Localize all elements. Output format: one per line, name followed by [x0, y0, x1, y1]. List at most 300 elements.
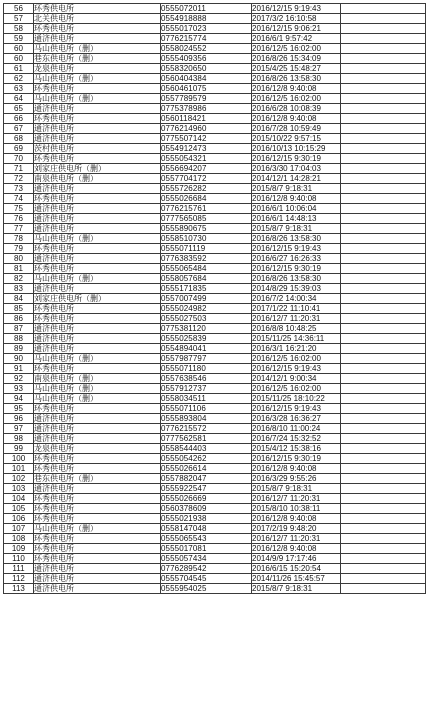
cell-index[interactable]: 69	[4, 144, 34, 154]
cell-empty[interactable]	[341, 424, 426, 434]
cell-station-name[interactable]: 通济供电所	[34, 344, 161, 354]
cell-account-number[interactable]: 0555026669	[161, 494, 252, 504]
cell-station-name[interactable]: 马山供电所（删）	[34, 394, 161, 404]
cell-empty[interactable]	[341, 54, 426, 64]
cell-index[interactable]: 111	[4, 564, 34, 574]
cell-index[interactable]: 62	[4, 74, 34, 84]
cell-station-name[interactable]: 环秀供电所	[34, 194, 161, 204]
cell-timestamp[interactable]: 2016/12/15 9:06:21	[252, 24, 341, 34]
table-row	[4, 474, 426, 484]
cell-empty[interactable]	[341, 284, 426, 294]
cell-account-number[interactable]: 0555954025	[161, 584, 252, 594]
cell-timestamp[interactable]: 2015/8/7 9:18:31	[252, 224, 341, 234]
cell-timestamp[interactable]: 2015/4/25 15:48:27	[252, 64, 341, 74]
cell-timestamp[interactable]: 2016/12/8 9:40:08	[252, 84, 341, 94]
cell-empty[interactable]	[341, 254, 426, 264]
cell-station-name[interactable]: 环秀供电所	[34, 24, 161, 34]
cell-empty[interactable]	[341, 94, 426, 104]
cell-timestamp[interactable]: 2015/8/7 9:18:31	[252, 584, 341, 594]
cell-timestamp[interactable]: 2016/8/26 13:58:30	[252, 74, 341, 84]
cell-account-number[interactable]: 0776215774	[161, 34, 252, 44]
cell-empty[interactable]	[341, 404, 426, 414]
cell-timestamp[interactable]: 2017/1/22 11:10:41	[252, 304, 341, 314]
cell-index[interactable]: 63	[4, 84, 34, 94]
cell-empty[interactable]	[341, 414, 426, 424]
cell-station-name[interactable]: 马山供电所（删）	[34, 94, 161, 104]
cell-station-name[interactable]: 环秀供电所	[34, 534, 161, 544]
cell-station-name[interactable]: 环秀供电所	[34, 544, 161, 554]
cell-account-number[interactable]: 0777565085	[161, 214, 252, 224]
cell-timestamp[interactable]: 2014/9/9 17:17:46	[252, 554, 341, 564]
cell-timestamp[interactable]: 2015/10/22 9:57:15	[252, 134, 341, 144]
cell-empty[interactable]	[341, 394, 426, 404]
cell-index[interactable]: 75	[4, 204, 34, 214]
cell-timestamp[interactable]: 2014/12/1 14:28:21	[252, 174, 341, 184]
cell-timestamp[interactable]: 2016/7/2 14:00:34	[252, 294, 341, 304]
cell-timestamp[interactable]: 2016/12/7 11:20:31	[252, 494, 341, 504]
cell-account-number[interactable]: 0555021938	[161, 514, 252, 524]
cell-station-name[interactable]: 龙泉供电所	[34, 444, 161, 454]
cell-empty[interactable]	[341, 464, 426, 474]
cell-index[interactable]: 66	[4, 114, 34, 124]
cell-index[interactable]: 89	[4, 344, 34, 354]
cell-empty[interactable]	[341, 184, 426, 194]
cell-empty[interactable]	[341, 134, 426, 144]
cell-station-name[interactable]: 北关供电所	[34, 14, 161, 24]
cell-account-number[interactable]: 0558544403	[161, 444, 252, 454]
cell-station-name[interactable]: 南泉供电所（删）	[34, 174, 161, 184]
cell-empty[interactable]	[341, 74, 426, 84]
cell-timestamp[interactable]: 2016/12/15 9:30:19	[252, 454, 341, 464]
cell-account-number[interactable]: 0557704172	[161, 174, 252, 184]
cell-station-name[interactable]: 通济供电所	[34, 124, 161, 134]
cell-index[interactable]: 74	[4, 194, 34, 204]
cell-timestamp[interactable]: 2014/11/26 15:45:57	[252, 574, 341, 584]
cell-station-name[interactable]: 通济供电所	[34, 284, 161, 294]
cell-account-number[interactable]: 0555071180	[161, 364, 252, 374]
cell-account-number[interactable]: 0776289542	[161, 564, 252, 574]
cell-empty[interactable]	[341, 334, 426, 344]
cell-index[interactable]: 105	[4, 504, 34, 514]
cell-account-number[interactable]: 0555026614	[161, 464, 252, 474]
cell-account-number[interactable]: 0555017081	[161, 544, 252, 554]
cell-index[interactable]: 94	[4, 394, 34, 404]
cell-timestamp[interactable]: 2016/12/5 16:02:00	[252, 44, 341, 54]
cell-timestamp[interactable]: 2016/12/15 9:19:43	[252, 4, 341, 14]
cell-account-number[interactable]: 0560461075	[161, 84, 252, 94]
cell-account-number[interactable]: 0557789579	[161, 94, 252, 104]
cell-account-number[interactable]: 0555409356	[161, 54, 252, 64]
cell-index[interactable]: 91	[4, 364, 34, 374]
cell-index[interactable]: 98	[4, 434, 34, 444]
cell-timestamp[interactable]: 2016/3/30 17:04:03	[252, 164, 341, 174]
cell-station-name[interactable]: 巷东供电所（删）	[34, 474, 161, 484]
cell-account-number[interactable]: 0557007499	[161, 294, 252, 304]
cell-timestamp[interactable]: 2016/6/27 16:26:33	[252, 254, 341, 264]
cell-index[interactable]: 99	[4, 444, 34, 454]
cell-timestamp[interactable]: 2016/8/8 10:48:25	[252, 324, 341, 334]
cell-empty[interactable]	[341, 4, 426, 14]
cell-timestamp[interactable]: 2016/7/24 15:32:52	[252, 434, 341, 444]
cell-index[interactable]: 81	[4, 264, 34, 274]
cell-index[interactable]: 73	[4, 184, 34, 194]
cell-station-name[interactable]: 环秀供电所	[34, 244, 161, 254]
cell-station-name[interactable]: 刘家庄供电所（删）	[34, 294, 161, 304]
cell-account-number[interactable]: 0557987797	[161, 354, 252, 364]
cell-index[interactable]: 109	[4, 544, 34, 554]
cell-station-name[interactable]: 马山供电所（删）	[34, 74, 161, 84]
cell-index[interactable]: 68	[4, 134, 34, 144]
cell-station-name[interactable]: 通济供电所	[34, 104, 161, 114]
cell-station-name[interactable]: 通济供电所	[34, 254, 161, 264]
cell-empty[interactable]	[341, 374, 426, 384]
cell-station-name[interactable]: 马山供电所（删）	[34, 274, 161, 284]
cell-empty[interactable]	[341, 194, 426, 204]
cell-account-number[interactable]: 0556694207	[161, 164, 252, 174]
cell-empty[interactable]	[341, 434, 426, 444]
cell-account-number[interactable]: 0557638546	[161, 374, 252, 384]
cell-index[interactable]: 77	[4, 224, 34, 234]
cell-empty[interactable]	[341, 244, 426, 254]
cell-timestamp[interactable]: 2014/8/29 15:39:03	[252, 284, 341, 294]
table-row	[4, 574, 426, 584]
cell-empty[interactable]	[341, 114, 426, 124]
cell-timestamp[interactable]: 2016/6/1 14:48:13	[252, 214, 341, 224]
cell-empty[interactable]	[341, 304, 426, 314]
cell-station-name[interactable]: 环秀供电所	[34, 314, 161, 324]
cell-index[interactable]: 85	[4, 304, 34, 314]
cell-empty[interactable]	[341, 534, 426, 544]
cell-account-number[interactable]: 0555054262	[161, 454, 252, 464]
cell-timestamp[interactable]: 2017/3/2 16:10:58	[252, 14, 341, 24]
cell-account-number[interactable]: 0555017023	[161, 24, 252, 34]
cell-index[interactable]: 82	[4, 274, 34, 284]
cell-index[interactable]: 71	[4, 164, 34, 174]
cell-empty[interactable]	[341, 484, 426, 494]
cell-timestamp[interactable]: 2016/12/8 9:40:08	[252, 544, 341, 554]
cell-timestamp[interactable]: 2016/6/1 10:06:04	[252, 204, 341, 214]
cell-account-number[interactable]: 0555071119	[161, 244, 252, 254]
cell-station-name[interactable]: 环秀供电所	[34, 264, 161, 274]
cell-index[interactable]: 56	[4, 4, 34, 14]
cell-account-number[interactable]: 0554894041	[161, 344, 252, 354]
cell-station-name[interactable]: 通济供电所	[34, 334, 161, 344]
cell-station-name[interactable]: 通济供电所	[34, 34, 161, 44]
cell-index[interactable]: 110	[4, 554, 34, 564]
cell-station-name[interactable]: 环秀供电所	[34, 454, 161, 464]
cell-timestamp[interactable]: 2016/12/5 16:02:00	[252, 384, 341, 394]
cell-account-number[interactable]: 0555027503	[161, 314, 252, 324]
cell-station-name[interactable]: 通济供电所	[34, 484, 161, 494]
cell-timestamp[interactable]: 2016/8/10 11:00:24	[252, 424, 341, 434]
cell-account-number[interactable]: 0555065543	[161, 534, 252, 544]
cell-index[interactable]: 95	[4, 404, 34, 414]
cell-station-name[interactable]: 马山供电所（删）	[34, 524, 161, 534]
cell-account-number[interactable]: 0557912737	[161, 384, 252, 394]
cell-timestamp[interactable]: 2015/11/25 14:36:11	[252, 334, 341, 344]
cell-empty[interactable]	[341, 154, 426, 164]
cell-station-name[interactable]: 通济供电所	[34, 414, 161, 424]
cell-empty[interactable]	[341, 544, 426, 554]
cell-empty[interactable]	[341, 224, 426, 234]
cell-account-number[interactable]: 0776215572	[161, 424, 252, 434]
cell-empty[interactable]	[341, 44, 426, 54]
cell-station-name[interactable]: 通济供电所	[34, 434, 161, 444]
cell-empty[interactable]	[341, 84, 426, 94]
cell-station-name[interactable]: 马山供电所（删）	[34, 354, 161, 364]
cell-index[interactable]: 70	[4, 154, 34, 164]
cell-station-name[interactable]: 通济供电所	[34, 324, 161, 334]
cell-account-number[interactable]: 0558147048	[161, 524, 252, 534]
cell-index[interactable]: 60	[4, 44, 34, 54]
cell-empty[interactable]	[341, 454, 426, 464]
cell-station-name[interactable]: 环秀供电所	[34, 364, 161, 374]
cell-timestamp[interactable]: 2016/3/29 9:55:26	[252, 474, 341, 484]
cell-timestamp[interactable]: 2016/12/15 9:30:19	[252, 264, 341, 274]
cell-account-number[interactable]: 0555026684	[161, 194, 252, 204]
cell-station-name[interactable]: 通济供电所	[34, 214, 161, 224]
cell-empty[interactable]	[341, 14, 426, 24]
cell-index[interactable]: 72	[4, 174, 34, 184]
cell-empty[interactable]	[341, 524, 426, 534]
cell-timestamp[interactable]: 2016/6/15 15:20:54	[252, 564, 341, 574]
cell-station-name[interactable]: 环秀供电所	[34, 404, 161, 414]
cell-account-number[interactable]: 0554912473	[161, 144, 252, 154]
cell-index[interactable]: 67	[4, 124, 34, 134]
cell-index[interactable]: 104	[4, 494, 34, 504]
cell-index[interactable]: 92	[4, 374, 34, 384]
cell-empty[interactable]	[341, 264, 426, 274]
cell-empty[interactable]	[341, 584, 426, 594]
cell-account-number[interactable]: 0555726282	[161, 184, 252, 194]
table-row	[4, 124, 426, 134]
cell-index[interactable]: 108	[4, 534, 34, 544]
cell-account-number[interactable]: 0775507142	[161, 134, 252, 144]
cell-index[interactable]: 90	[4, 354, 34, 364]
cell-station-name[interactable]: 通济供电所	[34, 184, 161, 194]
cell-index[interactable]: 64	[4, 94, 34, 104]
cell-index[interactable]: 76	[4, 214, 34, 224]
cell-timestamp[interactable]: 2015/4/12 15:38:16	[252, 444, 341, 454]
cell-station-name[interactable]: 马山供电所（删）	[34, 44, 161, 54]
cell-account-number[interactable]: 0555057434	[161, 554, 252, 564]
cell-empty[interactable]	[341, 384, 426, 394]
cell-index[interactable]: 113	[4, 584, 34, 594]
cell-index[interactable]: 112	[4, 574, 34, 584]
cell-account-number[interactable]: 0555072011	[161, 4, 252, 14]
cell-empty[interactable]	[341, 204, 426, 214]
cell-empty[interactable]	[341, 294, 426, 304]
cell-station-name[interactable]: 环秀供电所	[34, 464, 161, 474]
table-row	[4, 4, 426, 14]
cell-account-number[interactable]: 0558510730	[161, 234, 252, 244]
cell-station-name[interactable]: 环秀供电所	[34, 554, 161, 564]
cell-timestamp[interactable]: 2016/6/1 9:57:42	[252, 34, 341, 44]
cell-empty[interactable]	[341, 354, 426, 364]
cell-station-name[interactable]: 通济供电所	[34, 564, 161, 574]
cell-account-number[interactable]: 0775378986	[161, 104, 252, 114]
cell-account-number[interactable]: 0560118421	[161, 114, 252, 124]
cell-station-name[interactable]: 通济供电所	[34, 424, 161, 434]
cell-account-number[interactable]: 0555893804	[161, 414, 252, 424]
cell-index[interactable]: 107	[4, 524, 34, 534]
cell-account-number[interactable]: 0558034511	[161, 394, 252, 404]
cell-index[interactable]: 78	[4, 234, 34, 244]
cell-empty[interactable]	[341, 364, 426, 374]
cell-index[interactable]: 103	[4, 484, 34, 494]
cell-station-name[interactable]: 环秀供电所	[34, 494, 161, 504]
cell-account-number[interactable]: 0558320650	[161, 64, 252, 74]
cell-empty[interactable]	[341, 444, 426, 454]
cell-index[interactable]: 97	[4, 424, 34, 434]
cell-timestamp[interactable]: 2016/7/28 10:59:49	[252, 124, 341, 134]
cell-station-name[interactable]: 龙泉供电所	[34, 64, 161, 74]
cell-timestamp[interactable]: 2017/2/19 9:48:20	[252, 524, 341, 534]
cell-empty[interactable]	[341, 314, 426, 324]
cell-station-name[interactable]: 环秀供电所	[34, 504, 161, 514]
cell-empty[interactable]	[341, 144, 426, 154]
cell-empty[interactable]	[341, 164, 426, 174]
cell-station-name[interactable]: 环秀供电所	[34, 514, 161, 524]
cell-account-number[interactable]: 0555065484	[161, 264, 252, 274]
cell-empty[interactable]	[341, 234, 426, 244]
cell-empty[interactable]	[341, 124, 426, 134]
cell-timestamp[interactable]: 2014/12/1 9:00:34	[252, 374, 341, 384]
cell-station-name[interactable]: 环秀供电所	[34, 114, 161, 124]
cell-station-name[interactable]: 环秀供电所	[34, 4, 161, 14]
cell-account-number[interactable]: 0776215761	[161, 204, 252, 214]
cell-index[interactable]: 106	[4, 514, 34, 524]
cell-station-name[interactable]: 通济供电所	[34, 224, 161, 234]
cell-index[interactable]: 96	[4, 414, 34, 424]
cell-index[interactable]: 79	[4, 244, 34, 254]
cell-account-number[interactable]: 0555025839	[161, 334, 252, 344]
cell-index[interactable]: 100	[4, 454, 34, 464]
cell-index[interactable]: 102	[4, 474, 34, 484]
cell-empty[interactable]	[341, 214, 426, 224]
cell-timestamp[interactable]: 2016/12/8 9:40:08	[252, 514, 341, 524]
cell-index[interactable]: 65	[4, 104, 34, 114]
cell-empty[interactable]	[341, 324, 426, 334]
cell-account-number[interactable]: 0555704545	[161, 574, 252, 584]
cell-account-number[interactable]: 0560378609	[161, 504, 252, 514]
cell-empty[interactable]	[341, 174, 426, 184]
cell-account-number[interactable]: 0555024982	[161, 304, 252, 314]
cell-account-number[interactable]: 0555171835	[161, 284, 252, 294]
cell-account-number[interactable]: 0555071106	[161, 404, 252, 414]
cell-timestamp[interactable]: 2016/12/7 11:20:31	[252, 534, 341, 544]
cell-timestamp[interactable]: 2016/12/5 16:02:00	[252, 354, 341, 364]
cell-index[interactable]: 57	[4, 14, 34, 24]
cell-station-name[interactable]: 刘家庄供电所（删）	[34, 164, 161, 174]
cell-timestamp[interactable]: 2016/12/8 9:40:08	[252, 464, 341, 474]
cell-station-name[interactable]: 通济供电所	[34, 134, 161, 144]
cell-station-name[interactable]: 南泉供电所（删）	[34, 374, 161, 384]
cell-station-name[interactable]: 通济供电所	[34, 204, 161, 214]
cell-station-name[interactable]: 马山供电所（删）	[34, 234, 161, 244]
cell-timestamp[interactable]: 2016/10/13 10:15:29	[252, 144, 341, 154]
cell-index[interactable]: 101	[4, 464, 34, 474]
cell-empty[interactable]	[341, 34, 426, 44]
cell-timestamp[interactable]: 2016/12/15 9:19:43	[252, 244, 341, 254]
cell-timestamp[interactable]: 2016/12/15 9:19:43	[252, 364, 341, 374]
cell-account-number[interactable]: 0555054321	[161, 154, 252, 164]
cell-account-number[interactable]: 0775381120	[161, 324, 252, 334]
cell-timestamp[interactable]: 2015/11/25 18:10:22	[252, 394, 341, 404]
cell-empty[interactable]	[341, 564, 426, 574]
cell-empty[interactable]	[341, 514, 426, 524]
cell-empty[interactable]	[341, 64, 426, 74]
table-row	[4, 534, 426, 544]
cell-station-name[interactable]: 茨村供电所	[34, 144, 161, 154]
cell-timestamp[interactable]: 2016/3/1 16:21:20	[252, 344, 341, 354]
cell-account-number[interactable]: 0776214960	[161, 124, 252, 134]
cell-timestamp[interactable]: 2016/12/7 11:20:31	[252, 314, 341, 324]
cell-empty[interactable]	[341, 274, 426, 284]
cell-station-name[interactable]: 环秀供电所	[34, 84, 161, 94]
cell-empty[interactable]	[341, 104, 426, 114]
cell-timestamp[interactable]: 2016/12/5 16:02:00	[252, 94, 341, 104]
cell-timestamp[interactable]: 2016/8/26 13:58:30	[252, 274, 341, 284]
cell-account-number[interactable]: 0558057684	[161, 274, 252, 284]
cell-timestamp[interactable]: 2015/8/7 9:18:31	[252, 184, 341, 194]
cell-empty[interactable]	[341, 344, 426, 354]
cell-timestamp[interactable]: 2015/8/10 10:38:11	[252, 504, 341, 514]
cell-timestamp[interactable]: 2016/12/15 9:30:19	[252, 154, 341, 164]
cell-timestamp[interactable]: 2016/6/28 10:08:39	[252, 104, 341, 114]
cell-account-number[interactable]: 0555890675	[161, 224, 252, 234]
cell-account-number[interactable]: 0554918888	[161, 14, 252, 24]
cell-timestamp[interactable]: 2016/12/8 9:40:08	[252, 194, 341, 204]
cell-station-name[interactable]: 通济供电所	[34, 584, 161, 594]
cell-empty[interactable]	[341, 554, 426, 564]
cell-station-name[interactable]: 环秀供电所	[34, 304, 161, 314]
cell-station-name[interactable]: 马山供电所（删）	[34, 384, 161, 394]
cell-timestamp[interactable]: 2015/8/7 9:18:31	[252, 484, 341, 494]
cell-timestamp[interactable]: 2016/8/26 13:58:30	[252, 234, 341, 244]
cell-account-number[interactable]: 0558024552	[161, 44, 252, 54]
cell-index[interactable]: 80	[4, 254, 34, 264]
cell-empty[interactable]	[341, 24, 426, 34]
cell-index[interactable]: 58	[4, 24, 34, 34]
cell-account-number[interactable]: 0555922547	[161, 484, 252, 494]
cell-account-number[interactable]: 0776383592	[161, 254, 252, 264]
cell-index[interactable]: 84	[4, 294, 34, 304]
cell-index[interactable]: 88	[4, 334, 34, 344]
cell-timestamp[interactable]: 2016/3/28 16:36:27	[252, 414, 341, 424]
cell-empty[interactable]	[341, 474, 426, 484]
cell-account-number[interactable]: 0557882047	[161, 474, 252, 484]
cell-station-name[interactable]: 巷东供电所（删）	[34, 54, 161, 64]
cell-station-name[interactable]: 环秀供电所	[34, 154, 161, 164]
cell-index[interactable]: 61	[4, 64, 34, 74]
cell-timestamp[interactable]: 2016/8/26 15:34:09	[252, 54, 341, 64]
cell-index[interactable]: 60	[4, 54, 34, 64]
cell-station-name[interactable]: 通济供电所	[34, 574, 161, 584]
cell-timestamp[interactable]: 2016/12/8 9:40:08	[252, 114, 341, 124]
cell-empty[interactable]	[341, 504, 426, 514]
cell-empty[interactable]	[341, 574, 426, 584]
cell-empty[interactable]	[341, 494, 426, 504]
cell-index[interactable]: 83	[4, 284, 34, 294]
cell-account-number[interactable]: 0560404384	[161, 74, 252, 84]
cell-timestamp[interactable]: 2016/12/15 9:19:43	[252, 404, 341, 414]
cell-index[interactable]: 86	[4, 314, 34, 324]
cell-index[interactable]: 87	[4, 324, 34, 334]
cell-account-number[interactable]: 0777562581	[161, 434, 252, 444]
cell-index[interactable]: 93	[4, 384, 34, 394]
cell-index[interactable]: 59	[4, 34, 34, 44]
